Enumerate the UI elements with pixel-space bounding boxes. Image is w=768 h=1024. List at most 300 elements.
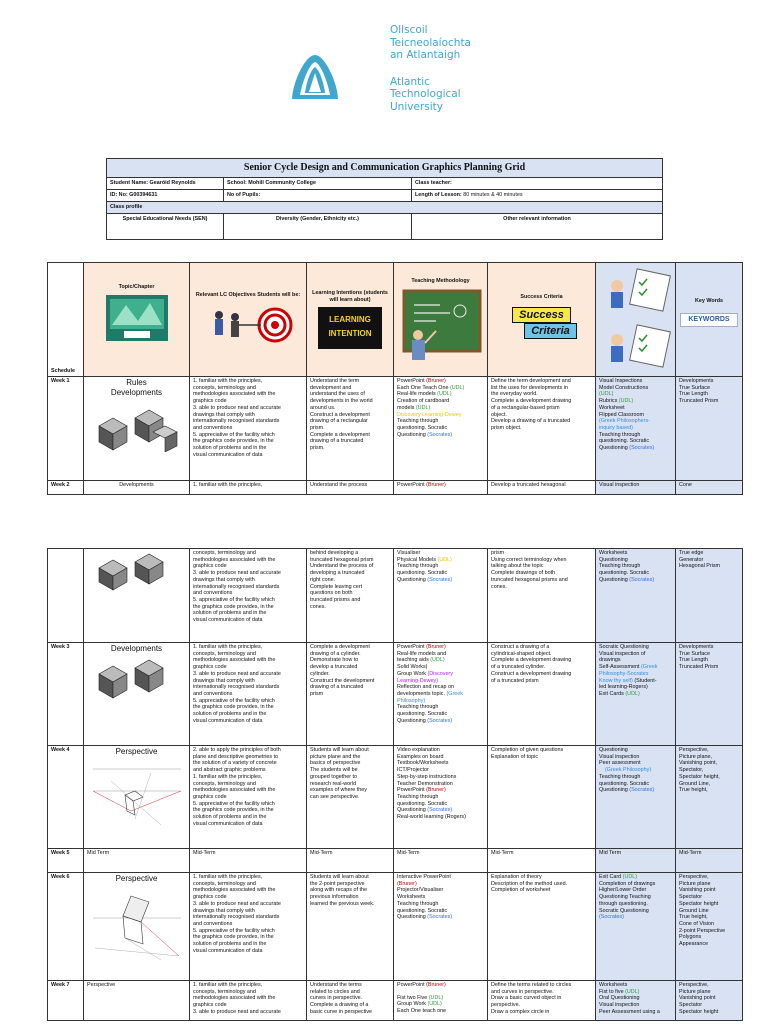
week-7-learning-intentions — [307, 981, 394, 1021]
text-line: 3. able to produce neat and accurate — [193, 670, 281, 677]
target-icon — [203, 303, 293, 347]
text-line: methodologies associated with the — [193, 657, 276, 664]
text-line: Worksheet — [599, 404, 625, 411]
book-cover-icon — [106, 295, 168, 341]
learning-intentions-header — [307, 263, 394, 377]
text-line: ICT/Projector — [397, 767, 429, 774]
text-line: (Bruner) — [397, 880, 417, 887]
text-line: Philosophy-Socrates — [599, 670, 649, 677]
as-tag: (UDL) — [625, 690, 640, 697]
text-line: Complete drawings of both — [491, 570, 556, 577]
week-3-teaching-methodology — [394, 643, 488, 746]
tm-tag: (Bruner) — [426, 787, 446, 794]
text-line: the graphics code provides, in the — [193, 603, 274, 610]
text-line — [397, 378, 484, 385]
week-7-teaching-methodology — [394, 981, 488, 1021]
week-2-label: Week 2 — [48, 481, 84, 495]
week-5-lc: Mid-Term — [190, 849, 307, 873]
text-line: 3. able to produce neat and accurate — [193, 404, 281, 411]
text-line: Spectator — [679, 1002, 703, 1009]
text-line: right cone. — [310, 576, 336, 583]
tm-text: Each One Teach One — [397, 384, 450, 391]
text-line: object. — [491, 411, 507, 418]
text-line: Ground Line, — [679, 780, 711, 787]
text-line: Cone of Vision — [679, 920, 714, 927]
text-line: prism — [310, 690, 324, 697]
text-line: cones. — [310, 603, 326, 610]
week-2-continued-li — [307, 549, 394, 643]
text-line: truncated prisms and — [310, 596, 361, 603]
text-line: plane and descriptive geometries to — [193, 753, 279, 760]
as-tag: Know thy self) — [599, 677, 633, 684]
text-line: drawing of a truncated — [310, 684, 364, 691]
text-line — [397, 787, 484, 794]
tm-tag: (Bruner) — [426, 482, 446, 488]
tm-tag: (Socrates) — [427, 807, 453, 814]
text-line: solution of problems and in the — [193, 814, 267, 821]
week-5-label: Week 5 — [48, 849, 84, 873]
text-line: truncated hexagonal prisms and — [491, 576, 568, 583]
tm-text: teaching aids — [397, 657, 431, 664]
text-line: Picture plane — [679, 880, 711, 887]
text-line: Teaching through — [599, 773, 641, 780]
text-line: questioning. Socratic — [397, 907, 448, 914]
class-teacher: Class teacher: — [412, 178, 663, 190]
tm-tag: (UDL) — [437, 391, 452, 398]
text-line: The students will be — [310, 767, 358, 774]
text-line: Description of the method used. — [491, 880, 568, 887]
week-4-label: Week 4 — [48, 746, 84, 849]
text-line — [397, 644, 484, 651]
text-line: Visual inspection of — [599, 650, 646, 657]
text-line: True height, — [679, 787, 708, 794]
text-line: solution of problems and in the — [193, 610, 267, 617]
topic-title: Perspective — [115, 747, 158, 756]
text-line: questioning. Socratic — [599, 438, 650, 445]
text-line: Completion of drawings — [599, 880, 656, 887]
lesson-value: 80 minutes & 40 minutes — [461, 192, 523, 198]
week-3-label: Week 3 — [48, 643, 84, 746]
week-5-li: Mid-Term — [307, 849, 394, 873]
text-line: Spectator height, — [679, 773, 720, 780]
text-line: Truncated Prism — [679, 664, 719, 671]
text-line: and conventions — [193, 424, 233, 431]
li-header-label: Learning Intentions (students will learn about) — [312, 290, 388, 303]
as-tag: (Socrates) — [629, 445, 655, 452]
tm-text: PowerPoint — [397, 378, 427, 384]
text-line: Teaching through — [599, 431, 641, 438]
text-line — [397, 557, 484, 564]
sc-badge-line: Success — [512, 307, 571, 323]
text-line: True edge — [679, 550, 704, 556]
text-line: (UDL) — [599, 391, 614, 398]
tm-text: PowerPoint — [397, 787, 427, 794]
text-line: 2. able to apply the principles of both — [193, 747, 281, 753]
week-2-key-words: Cone — [676, 481, 743, 495]
text-line: Visual inspection — [599, 1002, 640, 1009]
text-line: internationally recognised standards — [193, 418, 280, 425]
text-line: Picture plane — [679, 988, 711, 995]
tm-text: Fist two Five — [397, 994, 429, 1001]
other-info-header: Other relevant information — [412, 214, 663, 240]
text-line: the graphics code provides, in the — [193, 438, 274, 445]
text-line: Complete a development drawing — [491, 398, 572, 405]
text-line: methodologies associated with the — [193, 391, 276, 398]
text-line: Teaching through — [397, 418, 439, 425]
text-line: related to circles and — [310, 988, 360, 995]
logo-line: an Atlantaigh — [390, 49, 461, 61]
text-line: prism. — [310, 445, 325, 452]
text-line: drawings that comply with — [193, 677, 255, 684]
text-line: Worksheets — [599, 982, 628, 988]
text-line: methodologies associated with the — [193, 887, 276, 894]
text-line: and conventions — [193, 590, 233, 597]
lc-header-label: Relevant LC Objectives Students will be: — [195, 292, 301, 298]
as-text: Questioning — [599, 576, 630, 583]
text-line — [397, 995, 484, 1002]
text-line: Truncated Prism — [679, 398, 719, 405]
text-line — [397, 982, 484, 989]
week-3-key-words — [676, 643, 743, 746]
development-cubes-icon — [95, 656, 179, 700]
text-line: Discovery Learning-Dewey — [397, 411, 462, 418]
tm-tag: (UDL) — [428, 994, 444, 1001]
text-line: Developments — [679, 644, 714, 650]
text-line: 3. able to produce neat and accurate — [193, 570, 281, 577]
text-line: developing a truncated — [310, 570, 365, 577]
as-text: Rubrics — [599, 398, 619, 405]
text-line: Construct a development — [310, 411, 370, 418]
text-line: questioning. Socratic — [397, 800, 448, 807]
text-line: concepts, terminology and — [193, 988, 256, 995]
text-line: Construct a development drawing — [491, 670, 572, 677]
text-line: the graphics code provides, in the — [193, 704, 274, 711]
tm-text: Questioning — [397, 914, 428, 921]
week-2-continued-lc — [190, 549, 307, 643]
school-name: School: Mohill Community College — [224, 178, 412, 190]
text-line: graphics code — [193, 1002, 227, 1009]
week-3-topic — [84, 643, 190, 746]
week-6-learning-intentions — [307, 873, 394, 981]
schedule-header: Schedule — [48, 263, 84, 377]
text-line: Complete a development — [310, 644, 370, 650]
text-line — [599, 398, 672, 405]
text-line: Questioning — [599, 747, 628, 753]
checklist-figure-icon — [599, 268, 673, 372]
week-2-continued-tm — [394, 549, 488, 643]
lesson-label: Length of Lesson: — [415, 192, 462, 198]
text-line — [397, 385, 484, 392]
text-line — [397, 1001, 484, 1008]
week-4-assessment — [596, 746, 676, 849]
as-tag: (Socrates) — [629, 787, 655, 794]
text-line: Appearance — [679, 941, 709, 948]
week-6-teaching-methodology — [394, 873, 488, 981]
logo-line: Technological — [390, 88, 461, 100]
text-line: Complete leaving cert — [310, 583, 363, 590]
sc-badge-line: Criteria — [524, 323, 577, 339]
student-name: Student Name: Gearóid Reynolds — [107, 178, 224, 190]
text-line: Philosophy) — [397, 697, 426, 704]
text-line: and conventions — [193, 920, 233, 927]
text-line: prism object. — [491, 424, 522, 431]
text-line: 1. familiar with the principles, — [193, 644, 263, 650]
text-line: True Surface — [679, 650, 710, 657]
text-line: 2-point Perspective — [679, 927, 726, 934]
success-criteria-badge — [493, 307, 591, 343]
text-line: methodologies associated with the — [193, 787, 276, 794]
week-5-tm: Mid-Term — [394, 849, 488, 873]
text-line: Worksheets — [599, 550, 628, 556]
text-line — [397, 405, 484, 412]
week-7-assessment — [596, 981, 676, 1021]
text-line: Vanishing point, — [679, 760, 717, 767]
text-line: Define the term development and — [491, 378, 571, 384]
text-line: 5. appreciative of the facility which — [193, 431, 275, 438]
text-line: Polygons — [679, 934, 702, 941]
week-2-learning-intentions: Understand the process — [307, 481, 394, 495]
text-line — [397, 671, 484, 678]
week-2-continued-assessment — [596, 549, 676, 643]
logo-line: Atlantic — [390, 75, 430, 88]
tm-tag: (Socrates) — [427, 914, 453, 921]
week-6-assessment — [596, 873, 676, 981]
text-line: visual communication of data — [193, 820, 263, 827]
text-line: Teacher Demonstration — [397, 780, 453, 787]
lesson-grid-page-2 — [47, 548, 743, 1021]
text-line: visual communication of data — [193, 717, 263, 724]
text-line: Define the terms related to circles — [491, 982, 572, 988]
logo-line: Ollscoil — [390, 24, 428, 36]
logo-line: Teicneolaíochta — [390, 36, 471, 49]
as-text: Questioning — [599, 787, 630, 794]
topic-title: Rules — [126, 378, 147, 387]
li-badge-line: INTENTION — [328, 329, 372, 339]
perspective-drawing-icon — [91, 761, 183, 831]
text-line: internationally recognised standards — [193, 684, 280, 691]
text-line: cones. — [491, 583, 507, 590]
week-2-continued-sc — [488, 549, 596, 643]
text-line: Perspective, — [679, 874, 709, 880]
text-line: the 2-point perspective — [310, 880, 365, 887]
text-line: visual communication of data — [193, 947, 263, 954]
tm-text: Questioning — [397, 717, 428, 724]
text-line: Complete a development — [310, 431, 370, 438]
text-line: Teaching through — [397, 563, 439, 570]
text-line — [599, 664, 672, 671]
text-line: Draw a complex circle in — [491, 1008, 550, 1015]
as-text: Exit Card — [599, 874, 623, 880]
text-line: Generator — [679, 556, 704, 563]
week-4-topic — [84, 746, 190, 849]
tm-text: Questioning — [397, 431, 428, 438]
li-badge-line: LEARNING — [329, 315, 371, 325]
text-line: research real-world — [310, 780, 357, 787]
tm-text: Questioning — [397, 576, 428, 583]
text-line: Construct the development — [310, 677, 375, 684]
text-line: and curves in perspective. — [491, 988, 554, 995]
text-line: Complete a drawing of a — [310, 1002, 369, 1009]
week-3-lc-objectives — [190, 643, 307, 746]
text-line: questions on both — [310, 590, 353, 597]
text-line: Students will learn about — [310, 874, 369, 880]
text-line: Ground Line — [679, 907, 709, 914]
text-line: Projector/Visualiser — [397, 887, 444, 894]
text-line: drawing of a cylinder. — [310, 650, 361, 657]
text-line: Textbook/Worksheets — [397, 760, 449, 767]
week-4-teaching-methodology — [394, 746, 488, 849]
text-line: concepts, terminology and — [193, 780, 256, 787]
tm-tag: (UDL) — [427, 1001, 442, 1008]
as-text: Questioning — [599, 445, 630, 452]
text-line: Using correct terminology when — [491, 556, 567, 563]
text-line: perspective. — [491, 1002, 521, 1009]
text-line: Hexagonal Prism — [679, 563, 721, 570]
text-line: internationally recognised standards — [193, 914, 280, 921]
text-line: questioning. Socratic — [397, 424, 448, 431]
text-line: 5. appreciative of the facility which — [193, 697, 275, 704]
topic-header — [84, 263, 190, 377]
text-line: graphics code — [193, 664, 227, 671]
teaching-methodology-header — [394, 263, 488, 377]
text-line: developments in the world — [310, 398, 373, 405]
text-line: the graphics code provides, in the — [193, 807, 274, 814]
tm-tag: (Bruner) — [426, 982, 446, 988]
week-5-sc: Mid-Term — [488, 849, 596, 873]
week-1-label: Week 1 — [48, 377, 84, 481]
as-text: (Student- — [632, 677, 657, 684]
text-line: Construct a drawing of a — [491, 644, 550, 650]
text-line: Peer Assessment using a — [599, 1008, 660, 1015]
text-line — [397, 718, 484, 725]
text-line: learned the previous week. — [310, 900, 375, 907]
class-profile: Class profile — [107, 202, 663, 214]
text-line: Socratic Questioning — [599, 907, 649, 914]
text-line: concepts, terminology and — [193, 880, 256, 887]
as-text: Exit Cards — [599, 690, 626, 697]
text-line: previous information — [310, 894, 359, 901]
tm-text: PowerPoint — [397, 982, 427, 988]
assessment-header — [596, 263, 676, 377]
text-line: questioning. Socratic — [397, 570, 448, 577]
text-line — [599, 678, 672, 685]
text-line: Perspective, — [679, 747, 709, 753]
week-4-lc-objectives — [190, 746, 307, 849]
text-line: visual communication of data — [193, 617, 263, 624]
text-line — [397, 914, 484, 921]
development-cubes-icon — [95, 552, 179, 592]
sen-header: Special Educational Needs (SEN) — [107, 214, 224, 240]
text-line: internationally recognised standards — [193, 583, 280, 590]
text-line: Develop a drawing of a truncated — [491, 418, 571, 425]
text-line: concepts, terminology and — [193, 550, 256, 556]
text-line: talking about the topic — [491, 563, 544, 570]
text-line: Teaching through — [397, 900, 439, 907]
text-line: the graphics code provides, in the — [193, 934, 274, 941]
week-2-assessment: Visual inspection — [596, 481, 676, 495]
text-line: Teaching through — [397, 793, 439, 800]
text-line: Explanation of theory — [491, 874, 542, 880]
text-line: Solid Works) — [397, 664, 428, 671]
text-line — [397, 807, 484, 814]
text-line: the solution of a variety of concrete — [193, 760, 277, 767]
text-line: Understand the term — [310, 378, 360, 384]
text-line: Spectator, — [679, 767, 704, 774]
tm-header-label: Teaching Methodology — [411, 278, 470, 284]
text-line: 1. familiar with the principles, — [193, 874, 263, 880]
tm-tag: (Socrates) — [427, 717, 453, 724]
tm-text: Questioning — [397, 807, 428, 814]
text-line — [397, 391, 484, 398]
text-line: drawings that comply with — [193, 907, 255, 914]
tm-tag: (Greek — [446, 690, 463, 697]
logo-text — [390, 24, 471, 113]
tm-text: Physical Models — [397, 556, 438, 563]
text-line: of a truncated cylinder. — [491, 664, 546, 671]
text-line: concepts, terminology and — [193, 384, 256, 391]
text-line — [599, 445, 672, 452]
week-3-learning-intentions — [307, 643, 394, 746]
text-line: Demonstrate how to — [310, 657, 359, 664]
week-1-teaching-methodology — [394, 377, 488, 481]
text-line: cylinder. — [310, 670, 330, 677]
text-line: True Surface — [679, 384, 710, 391]
text-line: questioning. Socratic — [599, 780, 650, 787]
text-line: Spectator height — [679, 1008, 719, 1015]
week-6-key-words — [676, 873, 743, 981]
week-2-continued-key-words — [676, 549, 743, 643]
week-3-assessment — [596, 643, 676, 746]
text-line: behind developing a — [310, 550, 359, 556]
week-4-learning-intentions — [307, 746, 394, 849]
text-line: Completion of worksheet — [491, 887, 551, 894]
tm-text: Group Work — [397, 1001, 428, 1008]
text-line — [599, 874, 672, 881]
text-line: Learning-Dewey) — [397, 677, 439, 684]
text-line: solution of problems and in the — [193, 941, 267, 948]
text-line: True Length — [679, 391, 708, 398]
two-point-perspective-icon — [91, 888, 183, 962]
text-line: Visual inspection — [599, 753, 640, 760]
tm-text: models — [397, 404, 416, 411]
week-2-lc-objectives: 1. familiar with the principles, — [190, 481, 307, 495]
topic-title: Perspective — [115, 874, 158, 883]
text-line: methodologies associated with the — [193, 556, 276, 563]
teacher-board-icon — [400, 289, 482, 363]
text-line: (Greek Philosophy) — [605, 767, 652, 774]
planning-title: Senior Cycle Design and Communication Graphics Planning Grid — [107, 159, 663, 178]
key-words-header — [676, 263, 743, 377]
sc-header-label: Success Criteria — [520, 294, 563, 300]
text-line: Video explanation — [397, 747, 440, 753]
text-line — [397, 657, 484, 664]
text-line: Teaching through — [599, 563, 641, 570]
text-line: Complete a development drawing — [491, 657, 572, 664]
text-line: Interactive PowerPoint — [397, 874, 451, 880]
text-line: 1. familiar with the principles, — [193, 378, 263, 384]
topic-header-label: Topic/Chapter — [118, 284, 155, 290]
week-6-label: Week 6 — [48, 873, 84, 981]
as-text: Fist to five — [599, 988, 626, 995]
text-line: Real-world learning (Rogers) — [397, 814, 466, 821]
text-line — [599, 989, 672, 996]
text-line: grouped together to — [310, 773, 358, 780]
text-line: develop a truncated — [310, 664, 358, 671]
text-line — [599, 787, 672, 794]
lc-objectives-header — [190, 263, 307, 377]
text-line: Spectator height — [679, 900, 719, 907]
text-line: visual communication of data — [193, 451, 263, 458]
